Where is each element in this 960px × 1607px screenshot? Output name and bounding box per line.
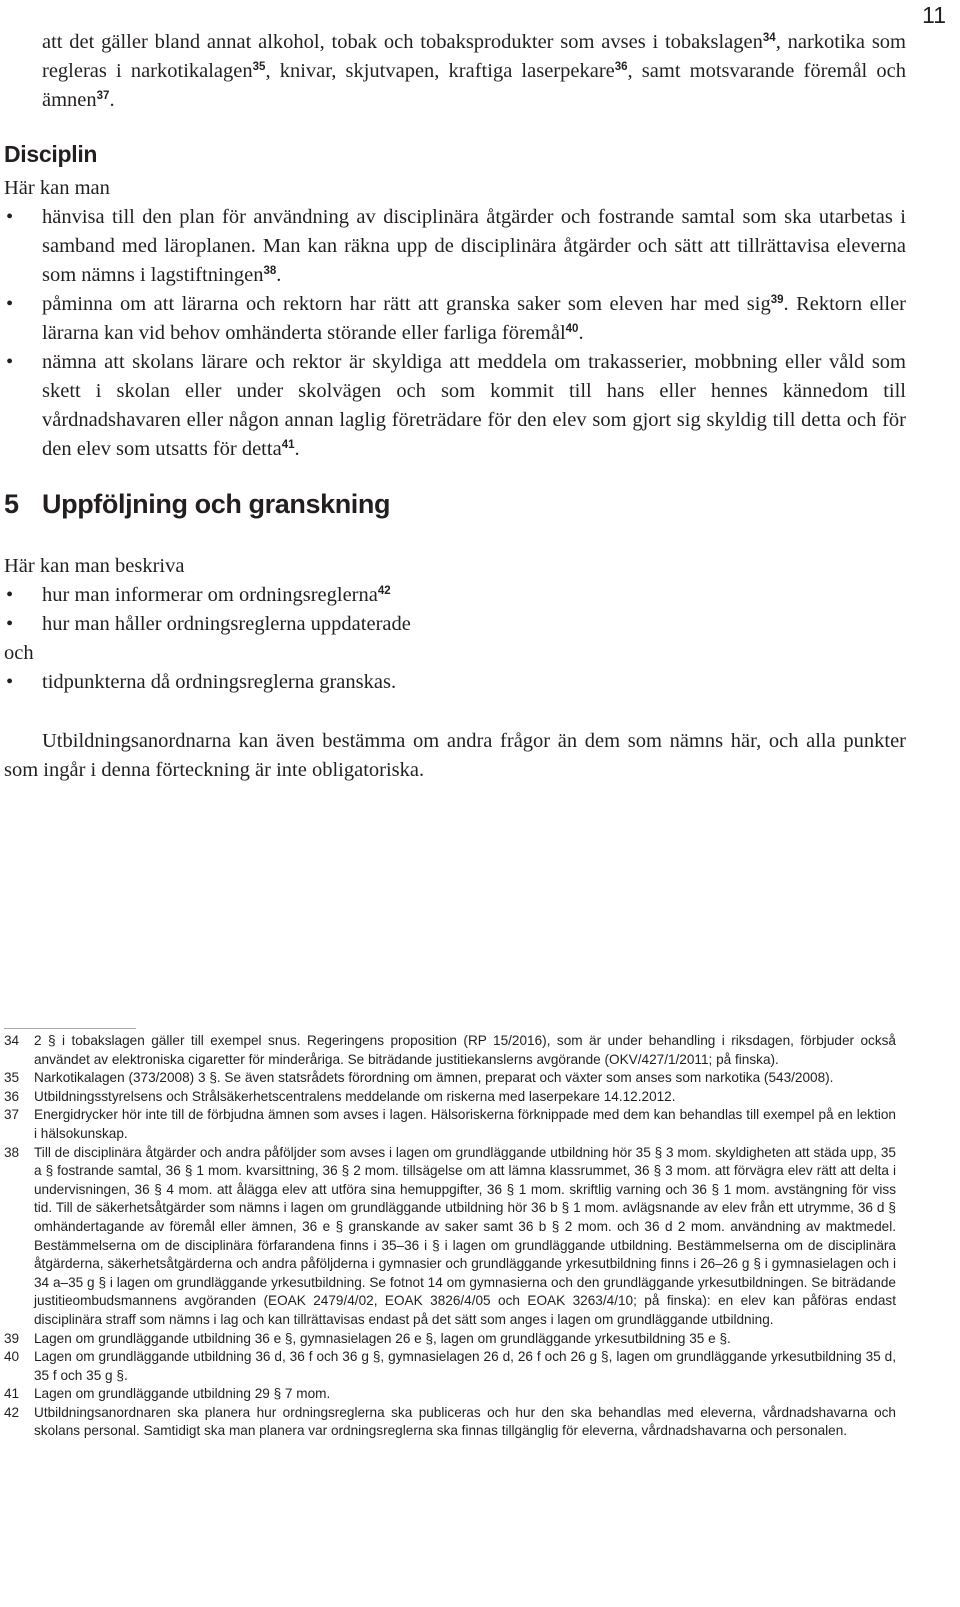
section-heading	[4, 489, 390, 520]
intro-text-2: , narkotika som regleras i narkotikalagen	[42, 31, 906, 82]
intro-text-4: , samt motsvarande föremål och ämnen	[42, 60, 906, 111]
footnote-ref-40[interactable]: 40	[565, 323, 579, 335]
heading-disciplin: Disciplin	[4, 141, 98, 167]
footnote-text: 2 § i tobakslagen gäller till exempel snus. Regeringens proposition (RP 15/2016), som är under behandling i riksdagen, förbjuder också användet av elektroniska cigaretter för minderåriga. Se biträdande justitiekanslerns avgörande (OKV/427/1/2011; på finska).	[34, 1033, 896, 1067]
discipline-lead: Här kan man	[4, 177, 110, 199]
list-item	[4, 348, 906, 464]
intro-text-5: .	[109, 89, 115, 111]
footnote-ref-35[interactable]: 35	[252, 61, 266, 73]
footnote-number: 40	[4, 1349, 20, 1365]
section-number: 5	[4, 489, 19, 519]
footnote-number: 34	[4, 1033, 20, 1048]
footnote-number: 42	[4, 1404, 20, 1420]
list-item	[4, 203, 906, 290]
footnote-list	[4, 1032, 896, 1441]
bullet-icon: •	[6, 206, 14, 228]
intro-text: att det gäller bland annat alkohol, tobak och tobaksprodukter som avses i tobakslagen	[42, 31, 763, 53]
footnote-text: Energidrycker hör inte till de förbjudna ämnen som avses i lagen. Hälsoriskerna förknippade med dem kan behandlas till exempel på en lektion i hälsokunskap.	[34, 1107, 896, 1141]
footnote-item	[4, 1032, 896, 1069]
section-lead: Här kan man beskriva	[4, 555, 185, 577]
list-item	[4, 290, 906, 348]
footnote-ref-34[interactable]: 34	[762, 32, 776, 44]
bullet-text-mid: . Rektorn eller lärarna kan vid behov omhänderta störande eller farliga föremål	[42, 293, 906, 344]
discipline-bullet-list	[4, 203, 906, 464]
footnote-text: Lagen om grundläggande utbildning 29 § 7 mom.	[34, 1386, 331, 1402]
footnote-ref-41[interactable]: 41	[281, 439, 295, 451]
intro-paragraph	[4, 28, 906, 115]
bullet-text: tidpunkterna då ordningsreglerna granskas.	[42, 671, 397, 693]
footnote-number: 38	[4, 1144, 20, 1160]
footnote-item	[4, 1385, 896, 1404]
bullet-text-end: .	[276, 264, 282, 286]
footnote-item	[4, 1069, 896, 1088]
footnote-number: 37	[4, 1107, 20, 1123]
closing-paragraph: Utbildningsanordnarna kan även bestämma om andra frågor än dem som nämns här, och alla punkter som ingår i denna förteckning är inte obligatoriska.	[4, 730, 906, 781]
footnote-text: Narkotikalagen (373/2008) 3 §. Se även statsrådets förordning om ämnen, preparat och växter som anses som narkotika (543/2008).	[34, 1070, 834, 1086]
page-number: 11	[922, 2, 946, 28]
bullet-text: hur man informerar om ordningsreglerna	[42, 584, 378, 606]
conjunction-text: och	[4, 642, 34, 664]
bullet-text: nämna att skolans lärare och rektor är skyldiga att meddela om trakasserier, mobbning eller våld som skett i skolan eller under skolvägen och som kommit till hans eller hennes kännedom till vårdnadshavaren eller någon annan laglig företrädare för den elev som gjort sig skyldig till detta och för den elev som utsatts för detta	[42, 351, 906, 460]
footnote-ref-42[interactable]: 42	[377, 585, 391, 597]
section-bullet-list-2	[4, 668, 906, 697]
footnote-divider	[4, 1028, 136, 1029]
footnote-number: 36	[4, 1088, 20, 1104]
footnote-text: Utbildningsanordnaren ska planera hur ordningsreglerna ska publiceras och hur den ska behandlas med eleverna, vårdnadshavarna och skolans personal. Samtidigt ska man planera var ordningsreglerna ska finnas tillgänglig för eleverna, vårdnadshavarna och personalen.	[34, 1404, 896, 1439]
footnote-number: 41	[4, 1386, 20, 1402]
footnote-item	[4, 1144, 896, 1330]
intro-text-3: , knivar, skjutvapen, kraftiga laserpekare	[265, 60, 615, 82]
footnote-text: Utbildningsstyrelsens och Strålsäkerhetscentralens meddelande om riskerna med laserpekare 14.12.2012.	[34, 1088, 676, 1104]
bullet-icon: •	[6, 671, 14, 693]
footnote-ref-38[interactable]: 38	[263, 265, 277, 277]
list-item	[4, 581, 906, 610]
bullet-icon: •	[6, 613, 14, 635]
bullet-icon: •	[6, 351, 14, 373]
footnote-item	[4, 1330, 896, 1349]
footnote-text: Lagen om grundläggande utbildning 36 d, 36 f och 36 g §, gymnasielagen 26 d, 26 f och 26 g §, lagen om grundläggande yrkesutbildning 35 d, 35 f och 35 g §.	[34, 1349, 896, 1383]
footnote-ref-39[interactable]: 39	[770, 294, 784, 306]
bullet-icon: •	[6, 293, 14, 315]
footnote-ref-36[interactable]: 36	[614, 61, 628, 73]
footnote-item	[4, 1404, 896, 1441]
section-title: Uppföljning och granskning	[42, 489, 391, 519]
bullet-text: hänvisa till den plan för användning av disciplinära åtgärder och fostrande samtal som ska utarbetas i samband med läroplanen. Man kan räkna upp de disciplinära åtgärder och sätt att tillrättavisa eleverna som nämns i lagstiftningen	[42, 206, 906, 286]
footnote-item	[4, 1088, 896, 1107]
bullet-text-end: .	[294, 438, 300, 460]
list-item	[4, 668, 906, 697]
list-item	[4, 610, 906, 639]
bullet-icon: •	[6, 584, 14, 606]
footnote-text: Till de disciplinära åtgärder och andra påföljder som avses i lagen om grundläggande utbildning hör 35 § 3 mom. skyldigheten att städa upp, 35 a § fostrande samtal, 36 § 1 mom. kvarsittning, 36 § 2 mom. tillsägelse om att lämna klassrummet, 36 § 3 mom. att förvägra elev rätt att delta i undervisningen, 36 § 4 mom. att ålägga elev att utföra sina hemuppgifter, 36 § 1 mom. skriftlig varning och 36 § 1 mom. avstängning för viss tid. Till de säkerhetsåtgärder som nämns i lagen om grundläggande utbildning hör 36 b § 1 mom. avlägsnande av elev från ett utrymme, 36 d § omhändertagande av föremål eller ämnen, 36 e § granskande av saker samt 36 b § 2 mom. och 36 d 2 mom. användning av maktmedel. Bestämmelserna om de disciplinära förfarandena finns i 35–36 i § i lagen om grundläggande utbildning. Bestämmelserna om de disciplinära åtgärderna, säkerhetsåtgärderna och andra påföljderna i gymnasier och grundläggande yrkesutbildning finns i 26–26 g § i gymnasielagen och i 34 a–35 g § i lagen om grundläggande yrkesutbildning. Se fotnot 14 om gymnasierna och den grundläggande yrkesutbildningen. Se biträdande justitieombudsmannens avgöranden (EOAK 2479/4/02, EOAK 3826/4/05 och EOAK 3263/4/10; på finska): en elev kan påföras endast disciplinära straff som nämns i lag och kan tillrättavisas endast på det sätt som anges i lagen om grundläggande utbildning.	[34, 1144, 896, 1327]
footnote-number: 39	[4, 1330, 20, 1346]
footnote-item	[4, 1348, 896, 1385]
footnote-number: 35	[4, 1070, 20, 1086]
footnote-ref-37[interactable]: 37	[96, 90, 110, 102]
footnote-item	[4, 1106, 896, 1143]
bullet-text-end: .	[578, 322, 584, 344]
footnote-text: Lagen om grundläggande utbildning 36 e §, gymnasielagen 26 e §, lagen om grundläggande yrkesutbildning 35 e §.	[34, 1330, 731, 1346]
bullet-text: hur man håller ordningsreglerna uppdaterade	[42, 613, 411, 635]
bullet-text: påminna om att lärarna och rektorn har rätt att granska saker som eleven har med sig	[42, 293, 771, 315]
section-bullet-list	[4, 581, 906, 639]
